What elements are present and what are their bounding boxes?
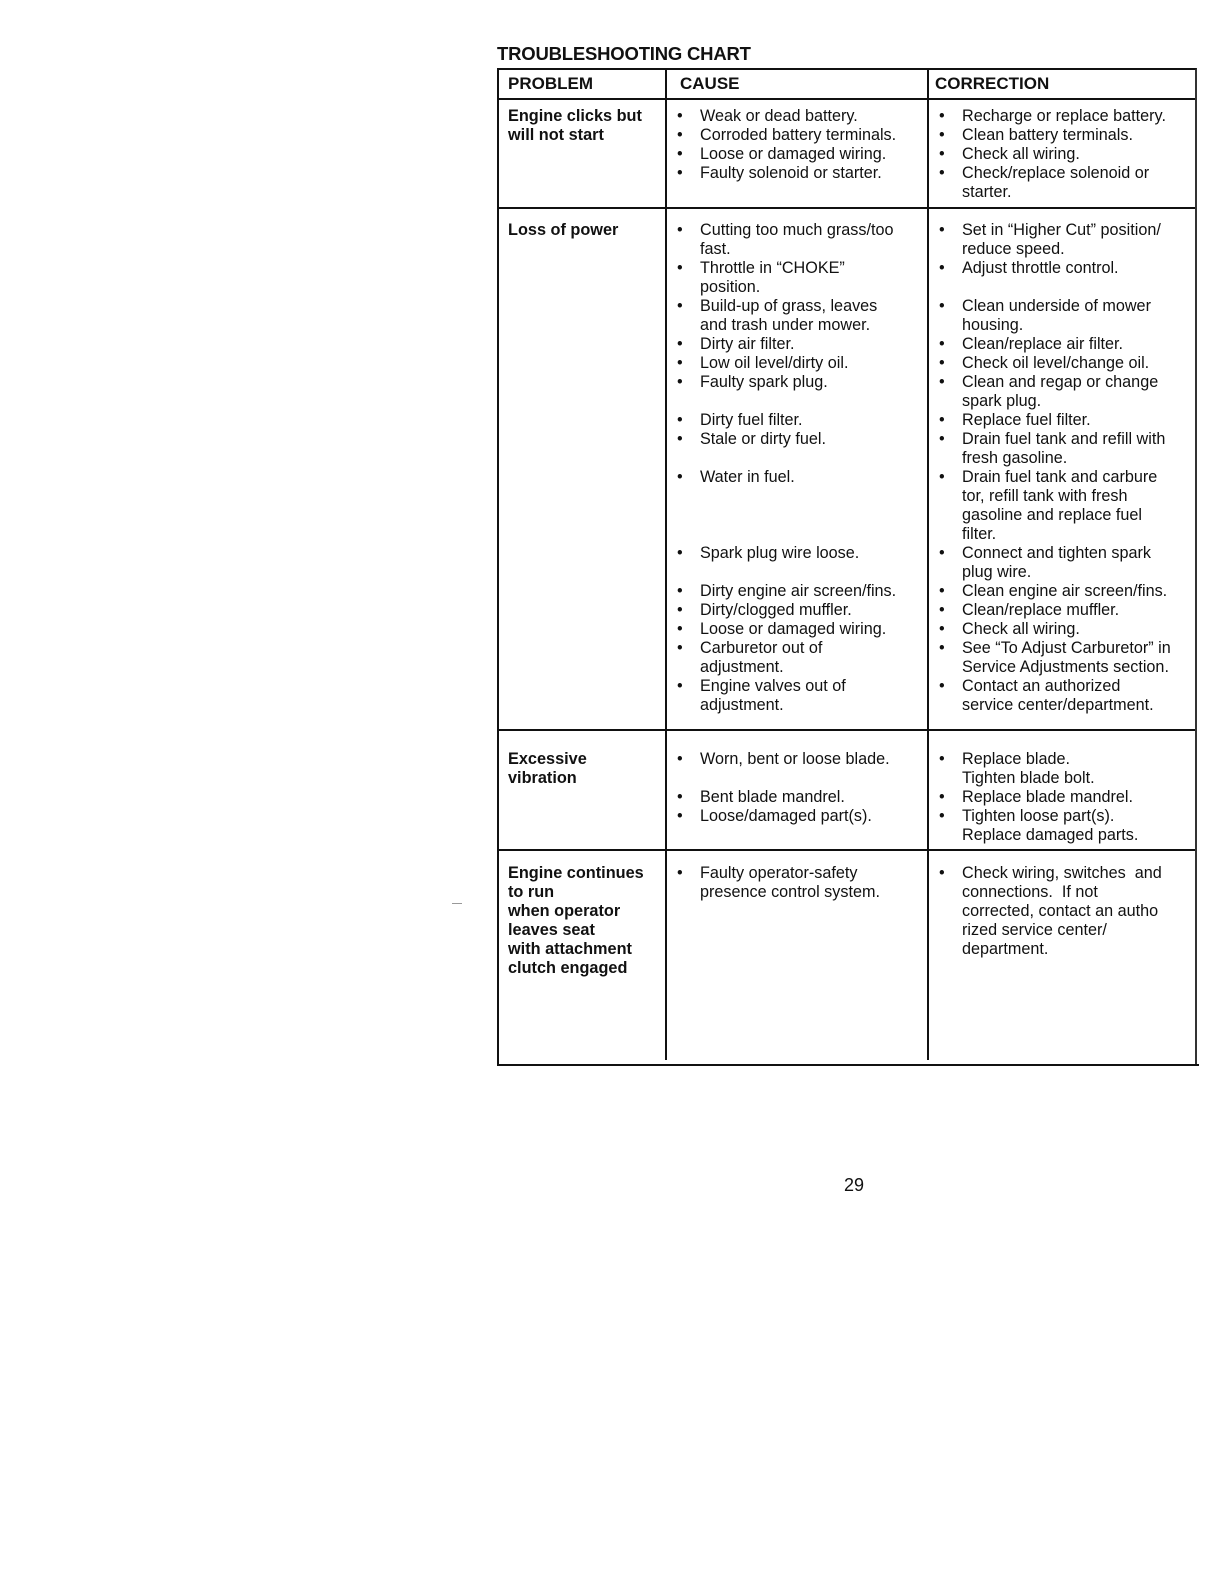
correction-item: • Clean/replace muffler.: [939, 601, 1120, 619]
cause-item: • Stale or dirty fuel.: [677, 430, 826, 448]
header-cause: CAUSE: [680, 74, 740, 93]
bullet-icon: •: [677, 582, 683, 600]
bullet-icon: •: [939, 126, 945, 144]
bullet-icon: •: [939, 335, 945, 353]
bullet-icon: •: [677, 221, 683, 239]
problem-line: Engine clicks but: [508, 107, 642, 125]
bullet-icon: •: [939, 750, 945, 768]
bullet-icon: •: [677, 411, 683, 429]
bullet-icon: •: [677, 164, 683, 182]
cause-item: • Low oil level/dirty oil.: [677, 354, 849, 372]
correction-item: • Check/replace solenoid or starter.: [939, 164, 1150, 201]
cause-cell: [673, 750, 925, 826]
troubleshooting-table: [497, 68, 1197, 1066]
bullet-icon: •: [677, 354, 683, 372]
bullet-icon: •: [677, 145, 683, 163]
problem-line: to run: [508, 883, 555, 901]
problem-line: Loss of power: [508, 221, 619, 239]
correction-item: • Drain fuel tank and refill with fresh gasoline.: [939, 430, 1166, 467]
cause-item: • Build-up of grass, leaves and trash under mower.: [677, 297, 878, 334]
correction-item: • Clean underside of mower housing.: [939, 297, 1151, 334]
bullet-icon: •: [939, 259, 945, 277]
bullet-icon: •: [939, 297, 945, 315]
column-divider: [665, 70, 667, 1060]
correction-item: • Clean and regap or change spark plug.: [939, 373, 1159, 410]
bullet-icon: •: [939, 221, 945, 239]
bullet-icon: •: [939, 544, 945, 562]
cause-item: • Dirty air filter.: [677, 335, 795, 353]
bullet-icon: •: [677, 297, 683, 315]
cause-item: • Worn, bent or loose blade.: [677, 750, 890, 768]
correction-item: • Replace blade mandrel.: [939, 788, 1133, 806]
bullet-icon: •: [677, 677, 683, 695]
correction-cell: [935, 107, 1197, 202]
problem-line: with attachment: [508, 940, 632, 958]
correction-item: • Check wiring, switches and connections. If not corrected, contact an autho rized service center/ department.: [939, 864, 1162, 958]
correction-item: • Clean/replace air filter.: [939, 335, 1124, 353]
bullet-icon: •: [677, 750, 683, 768]
column-divider: [927, 70, 929, 1060]
correction-item: • Tighten loose part(s). Replace damaged parts.: [939, 807, 1139, 844]
cause-cell: [673, 221, 925, 715]
bullet-icon: •: [939, 639, 945, 657]
bullet-icon: •: [939, 145, 945, 163]
problem-cell: [508, 750, 663, 788]
cause-item: • Loose/damaged part(s).: [677, 807, 872, 825]
cause-item: • Carburetor out of adjustment.: [677, 639, 823, 676]
correction-cell: [935, 864, 1197, 959]
row-divider: [499, 207, 1195, 209]
bullet-icon: •: [677, 335, 683, 353]
bullet-icon: •: [939, 788, 945, 806]
bullet-icon: •: [677, 807, 683, 825]
bullet-icon: •: [677, 864, 683, 882]
bullet-icon: •: [939, 107, 945, 125]
correction-item: • Connect and tighten spark plug wire.: [939, 544, 1151, 581]
cause-item: • Throttle in “CHOKE” position.: [677, 259, 845, 296]
cause-item: • Faulty spark plug.: [677, 373, 828, 391]
problem-line: Excessive: [508, 750, 587, 768]
bullet-icon: •: [939, 373, 945, 391]
cause-item: • Dirty engine air screen/fins.: [677, 582, 897, 600]
correction-item: • Check all wiring.: [939, 145, 1080, 163]
correction-item: • Set in “Higher Cut” position/ reduce speed.: [939, 221, 1161, 258]
bullet-icon: •: [677, 639, 683, 657]
problem-line: Engine continues: [508, 864, 644, 882]
header-correction: CORRECTION: [935, 74, 1050, 93]
page-number: 29: [844, 1175, 865, 1195]
bullet-icon: •: [939, 620, 945, 638]
bullet-icon: •: [939, 582, 945, 600]
bullet-icon: •: [939, 164, 945, 182]
bullet-icon: •: [677, 373, 683, 391]
cause-item: • Water in fuel.: [677, 468, 795, 486]
correction-item: • Recharge or replace battery.: [939, 107, 1166, 125]
cause-item: • Spark plug wire loose.: [677, 544, 860, 562]
bullet-icon: •: [677, 620, 683, 638]
row-divider: [499, 849, 1195, 851]
problem-line: leaves seat: [508, 921, 595, 939]
bullet-icon: •: [939, 677, 945, 695]
problem-line: when operator: [508, 902, 621, 920]
correction-item: • Check all wiring.: [939, 620, 1080, 638]
cause-item: • Dirty fuel filter.: [677, 411, 803, 429]
bullet-icon: •: [677, 544, 683, 562]
correction-item: • See “To Adjust Carburetor” in Service Adjustments section.: [939, 639, 1171, 676]
bullet-icon: •: [677, 468, 683, 486]
scan-artifact: [452, 903, 462, 904]
problem-line: vibration: [508, 769, 577, 787]
problem-cell: [508, 221, 663, 240]
correction-item: • Replace blade. Tighten blade bolt.: [939, 750, 1095, 787]
row-divider: [499, 729, 1195, 731]
bullet-icon: •: [677, 107, 683, 125]
bullet-icon: •: [939, 430, 945, 448]
bullet-icon: •: [939, 601, 945, 619]
cause-item: • Loose or damaged wiring.: [677, 145, 887, 163]
bullet-icon: •: [677, 601, 683, 619]
correction-item: • Contact an authorized service center/department.: [939, 677, 1154, 714]
cause-item: • Loose or damaged wiring.: [677, 620, 887, 638]
bullet-icon: •: [939, 468, 945, 486]
correction-cell: [935, 221, 1197, 715]
chart-title: TROUBLESHOOTING CHART: [497, 43, 751, 64]
bullet-icon: •: [677, 259, 683, 277]
cause-item: • Bent blade mandrel.: [677, 788, 845, 806]
bullet-icon: •: [677, 788, 683, 806]
correction-item: • Check oil level/change oil.: [939, 354, 1150, 372]
bullet-icon: •: [939, 354, 945, 372]
bullet-icon: •: [939, 864, 945, 882]
correction-item: • Clean engine air screen/fins.: [939, 582, 1168, 600]
problem-cell: [508, 107, 663, 145]
correction-item: • Replace fuel filter.: [939, 411, 1091, 429]
correction-cell: [935, 750, 1197, 845]
cause-item: • Dirty/clogged muffler.: [677, 601, 852, 619]
row-divider: [499, 98, 1195, 100]
bullet-icon: •: [939, 807, 945, 825]
cause-cell: [673, 107, 925, 183]
cause-item: • Corroded battery terminals.: [677, 126, 897, 144]
table-bottom-border: [499, 1064, 1199, 1066]
header-problem: PROBLEM: [508, 74, 593, 93]
cause-cell: [673, 864, 925, 902]
correction-item: • Adjust throttle control.: [939, 259, 1119, 277]
cause-item: • Faulty solenoid or starter.: [677, 164, 882, 182]
bullet-icon: •: [939, 411, 945, 429]
bullet-icon: •: [677, 430, 683, 448]
correction-item: • Clean battery terminals.: [939, 126, 1133, 144]
correction-item: • Drain fuel tank and carbure tor, refill tank with fresh gasoline and replace fuel filter.: [939, 468, 1158, 543]
cause-item: • Cutting too much grass/too fast.: [677, 221, 894, 258]
cause-item: • Engine valves out of adjustment.: [677, 677, 846, 714]
problem-cell: [508, 864, 663, 978]
cause-item: • Faulty operator-safety presence control system.: [677, 864, 880, 901]
cause-item: • Weak or dead battery.: [677, 107, 858, 125]
bullet-icon: •: [677, 126, 683, 144]
problem-line: clutch engaged: [508, 959, 628, 977]
problem-line: will not start: [508, 126, 604, 144]
